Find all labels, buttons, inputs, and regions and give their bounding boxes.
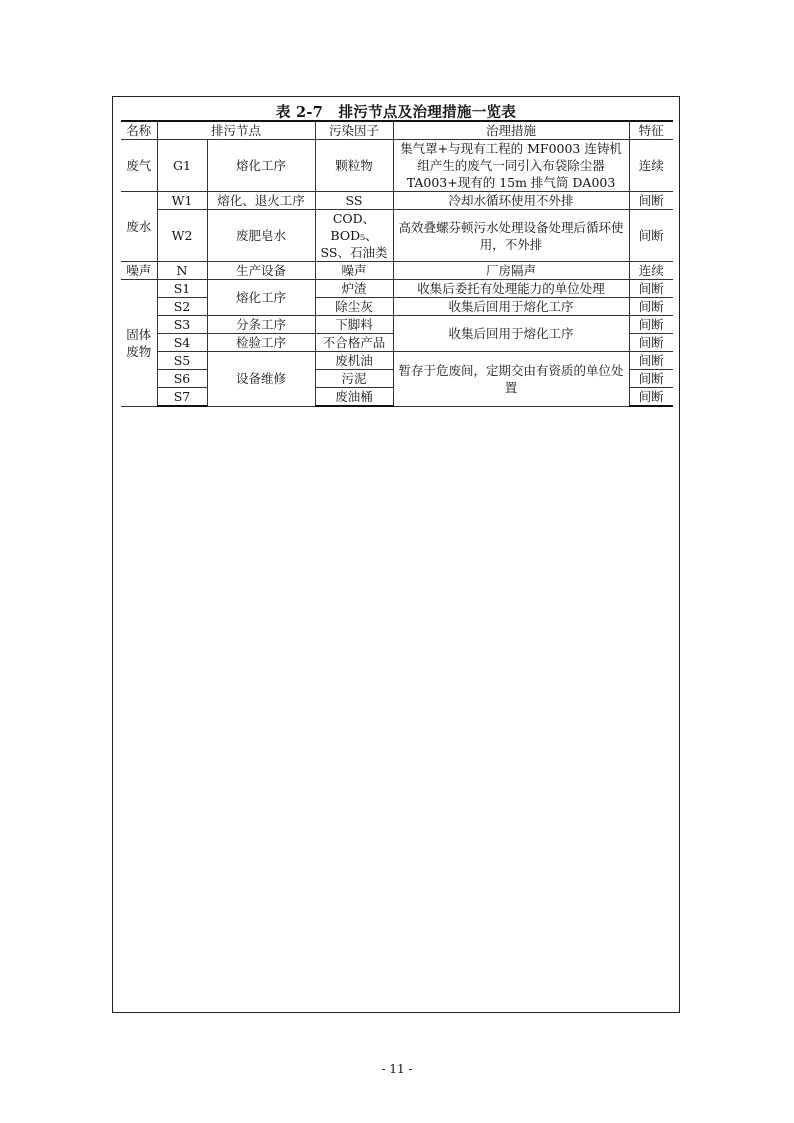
measure-s1: 收集后委托有处理能力的单位处理 bbox=[393, 280, 629, 298]
header-measure: 治理措施 bbox=[393, 121, 629, 140]
category-noise: 噪声 bbox=[121, 262, 157, 280]
code-s1: S1 bbox=[157, 280, 207, 298]
code-s2: S2 bbox=[157, 298, 207, 316]
factor-n: 噪声 bbox=[315, 262, 393, 280]
feature-s6: 间断 bbox=[629, 370, 673, 388]
category-solid: 固体废物 bbox=[121, 280, 157, 407]
header-category: 名称 bbox=[121, 121, 157, 140]
code-s5: S5 bbox=[157, 352, 207, 370]
process-s5-s7: 设备维修 bbox=[207, 352, 315, 407]
code-w2: W2 bbox=[157, 210, 207, 262]
measure-s3-s4: 收集后回用于熔化工序 bbox=[393, 316, 629, 352]
factor-s1: 炉渣 bbox=[315, 280, 393, 298]
code-g1: G1 bbox=[157, 140, 207, 192]
feature-s3: 间断 bbox=[629, 316, 673, 334]
feature-g1: 连续 bbox=[629, 140, 673, 192]
measure-s2: 收集后回用于熔化工序 bbox=[393, 298, 629, 316]
code-n: N bbox=[157, 262, 207, 280]
table-row-noise bbox=[121, 262, 673, 280]
process-s3: 分条工序 bbox=[207, 316, 315, 334]
feature-w1: 间断 bbox=[629, 192, 673, 210]
table-row-w2 bbox=[121, 210, 673, 262]
process-n: 生产设备 bbox=[207, 262, 315, 280]
feature-n: 连续 bbox=[629, 262, 673, 280]
feature-w2: 间断 bbox=[629, 210, 673, 262]
table-title: 排污节点及治理措施一览表 bbox=[338, 104, 517, 121]
table-row-s5 bbox=[121, 352, 673, 370]
measure-s5-s7: 暂存于危废间，定期交由有资质的单位处置 bbox=[393, 352, 629, 407]
measure-w2: 高效叠螺芬顿污水处理设备处理后循环使用，不外排 bbox=[393, 210, 629, 262]
feature-s2: 间断 bbox=[629, 298, 673, 316]
code-s6: S6 bbox=[157, 370, 207, 388]
measure-n: 厂房隔声 bbox=[393, 262, 629, 280]
measure-g1: 集气罩+与现有工程的 MF0003 连铸机组产生的废气一同引入布袋除尘器 TA003+现有的 15m 排气筒 DA003 bbox=[393, 140, 629, 192]
factor-s5: 废机油 bbox=[315, 352, 393, 370]
category-gas: 废气 bbox=[121, 140, 157, 192]
feature-s7: 间断 bbox=[629, 388, 673, 407]
code-w1: W1 bbox=[157, 192, 207, 210]
factor-g1: 颗粒物 bbox=[315, 140, 393, 192]
table-row-s2 bbox=[121, 298, 673, 316]
factor-s3: 下脚料 bbox=[315, 316, 393, 334]
factor-w2: COD、BOD₅、SS、石油类 bbox=[315, 210, 393, 262]
feature-s4: 间断 bbox=[629, 334, 673, 352]
measure-w1: 冷却水循环使用不外排 bbox=[393, 192, 629, 210]
table-number: 表 2-7 bbox=[275, 104, 324, 121]
code-s3: S3 bbox=[157, 316, 207, 334]
factor-s2: 除尘灰 bbox=[315, 298, 393, 316]
factor-w1: SS bbox=[315, 192, 393, 210]
factor-s4: 不合格产品 bbox=[315, 334, 393, 352]
table-row-s3 bbox=[121, 316, 673, 334]
process-g1: 熔化工序 bbox=[207, 140, 315, 192]
table-caption bbox=[113, 101, 679, 122]
table-row-w1 bbox=[121, 192, 673, 210]
feature-s5: 间断 bbox=[629, 352, 673, 370]
feature-s1: 间断 bbox=[629, 280, 673, 298]
factor-s6: 污泥 bbox=[315, 370, 393, 388]
category-water: 废水 bbox=[121, 192, 157, 262]
header-factor: 污染因子 bbox=[315, 121, 393, 140]
pollution-table bbox=[121, 120, 673, 407]
factor-s7: 废油桶 bbox=[315, 388, 393, 407]
page-number: - 11 - bbox=[381, 1062, 413, 1076]
code-s7: S7 bbox=[157, 388, 207, 407]
process-s4: 检验工序 bbox=[207, 334, 315, 352]
table-row-gas bbox=[121, 140, 673, 192]
table-row-s1 bbox=[121, 280, 673, 298]
table-header-row bbox=[121, 121, 673, 140]
code-s4: S4 bbox=[157, 334, 207, 352]
process-w1: 熔化、退火工序 bbox=[207, 192, 315, 210]
header-node: 排污节点 bbox=[157, 121, 315, 140]
page-frame bbox=[112, 96, 680, 1013]
process-w2: 废肥皂水 bbox=[207, 210, 315, 262]
process-s1-s2: 熔化工序 bbox=[207, 280, 315, 316]
header-feature: 特征 bbox=[629, 121, 673, 140]
